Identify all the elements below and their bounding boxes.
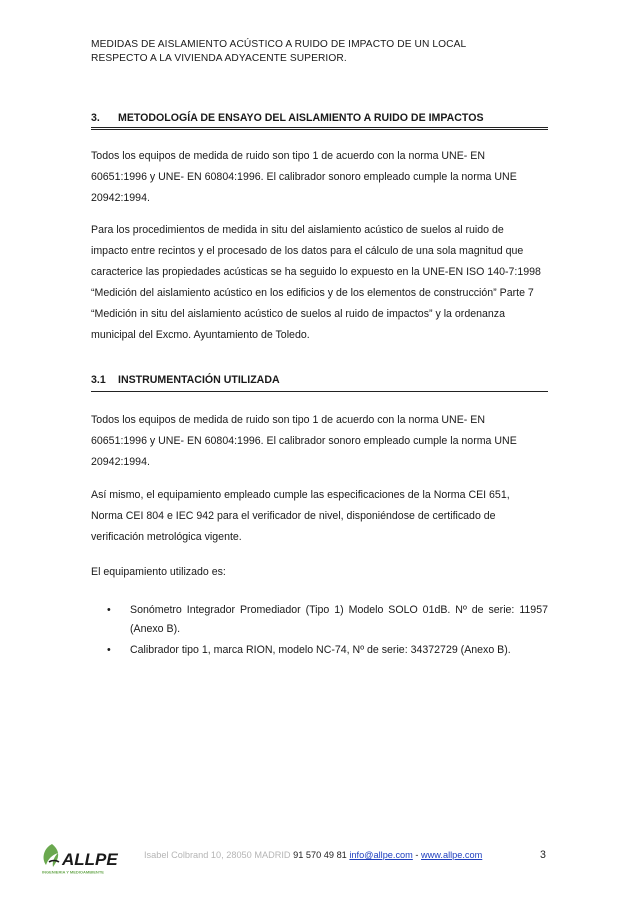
- section-3-1-paragraph-2: Así mismo, el equipamiento empleado cumple las especificaciones de la Norma CEI 651, Norma CEI 804 e IEC 942 para el verificador de nivel, disponiéndose de certificado de verificación metrológica vigente.: [91, 489, 510, 543]
- logo-wordmark: ALLPE: [62, 850, 118, 869]
- footer-phone: 91 570 49 81: [293, 850, 347, 860]
- section-3-1-rule: [91, 391, 548, 392]
- footer-website-link[interactable]: www.allpe.com: [421, 850, 483, 860]
- logo-tagline: INGENIERIA Y MEDIOAMBIENTE: [42, 869, 104, 875]
- section-3-1-paragraph-3: El equipamiento utilizado es:: [91, 566, 226, 578]
- list-item: • Calibrador tipo 1, marca RION, modelo NC-74, Nº de serie: 34372729 (Anexo B).: [91, 641, 548, 660]
- section-3-1-paragraph-1: Todos los equipos de medida de ruido son tipo 1 de acuerdo con la norma UNE- EN 60651:1996 y UNE- EN 60804:1996. El calibrador sonoro empleado cumple la norma UNE 20942:1994.: [91, 414, 517, 468]
- footer-address: Isabel Colbrand 10, 28050 MADRID: [144, 850, 291, 860]
- header-line-1: MEDIDAS DE AISLAMIENTO ACÚSTICO A RUIDO DE IMPACTO DE UN LOCAL: [91, 39, 467, 50]
- footer-separator: -: [415, 850, 419, 860]
- list-item: • Sonómetro Integrador Promediador (Tipo 1) Modelo SOLO 01dB. Nº de serie: 11957 (Anexo B).: [91, 601, 548, 639]
- footer-contact: [144, 850, 482, 860]
- section-3-number: 3.: [91, 112, 100, 124]
- page-footer: [0, 838, 638, 878]
- section-3-rule: [91, 127, 548, 130]
- header-line-2: RESPECTO A LA VIVIENDA ADYACENTE SUPERIOR.: [91, 53, 347, 64]
- bullet-icon: •: [107, 604, 111, 616]
- equipment-list: [91, 601, 548, 662]
- section-3-1-number: 3.1: [91, 374, 106, 386]
- section-3-title: METODOLOGÍA DE ENSAYO DEL AISLAMIENTO A RUIDO DE IMPACTOS: [118, 112, 484, 124]
- running-header: [91, 38, 561, 66]
- section-3-1-title: INSTRUMENTACIÓN UTILIZADA: [118, 374, 280, 386]
- section-3-paragraph-2: Para los procedimientos de medida in situ del aislamiento acústico de suelos al ruido de impacto entre recintos y el procesado de los datos para el cálculo de una sola magnitud que caractericе las propiedades acústicas se ha seguido lo expuesto en la UNE-EN ISO 140-7:1998 “Medición del aislamiento acústico en los edificios y de los elementos de construcción” Parte 7 “Medición in situ del aislamiento acústico de suelos al ruido de impactos” y la ordenanza municipal del Excmo. Ayuntamiento de Toledo.: [91, 224, 541, 341]
- footer-email-link[interactable]: info@allpe.com: [349, 850, 413, 860]
- allpe-logo-icon: [38, 838, 138, 878]
- section-3-paragraph-1: Todos los equipos de medida de ruido son tipo 1 de acuerdo con la norma UNE- EN 60651:1996 y UNE- EN 60804:1996. El calibrador sonoro empleado cumple la norma UNE 20942:1994.: [91, 150, 517, 204]
- bullet-icon: •: [107, 644, 111, 656]
- page-number: 3: [540, 849, 546, 861]
